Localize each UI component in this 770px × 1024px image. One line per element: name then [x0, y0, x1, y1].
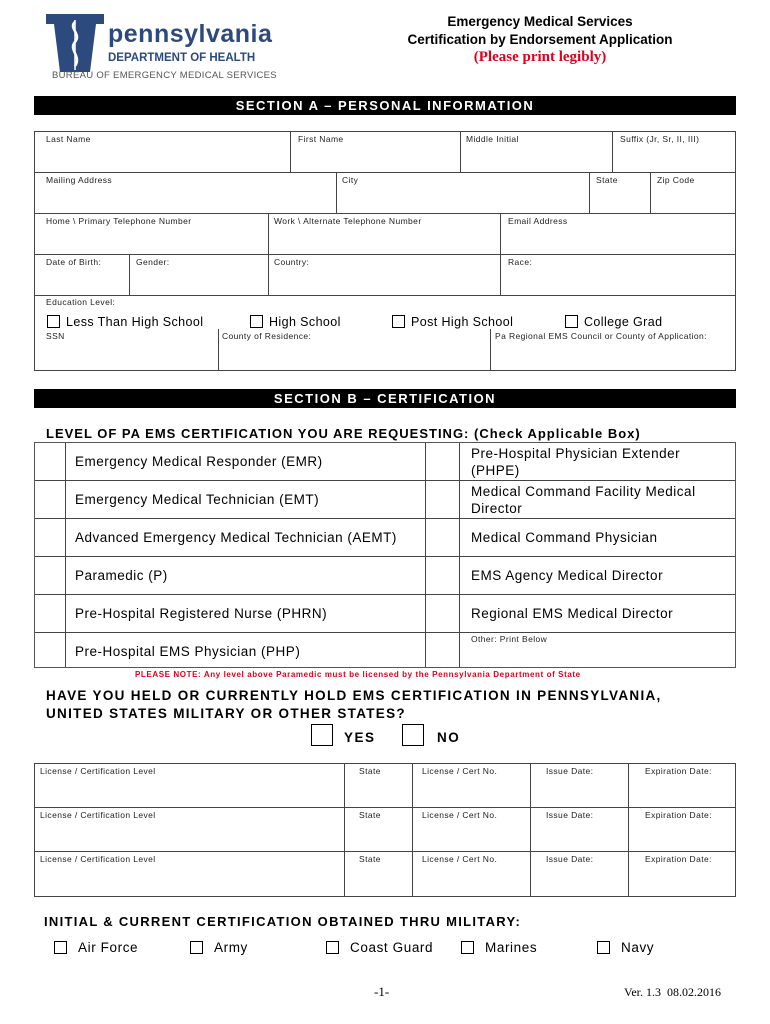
level-emt-checkbox[interactable]	[35, 481, 65, 517]
mil-air-force-label: Air Force	[78, 940, 139, 955]
race-label: Race:	[508, 257, 533, 267]
license-state-label: State	[359, 810, 381, 820]
level-paramedic-label: Paramedic (P)	[75, 568, 168, 583]
mil-navy-checkbox[interactable]	[597, 941, 610, 954]
license-issue-date-label: Issue Date:	[546, 854, 594, 864]
level-aemt-label: Advanced Emergency Medical Technician (AEMT)	[75, 530, 397, 545]
level-phpe-checkbox[interactable]	[425, 443, 459, 479]
mil-coast-guard-label: Coast Guard	[350, 940, 434, 955]
level-emr-label: Emergency Medical Responder (EMR)	[75, 454, 323, 469]
mil-navy-label: Navy	[621, 940, 655, 955]
suffix-label: Suffix (Jr, Sr, II, III)	[620, 134, 700, 144]
edu-high-school-label: High School	[269, 315, 341, 329]
zip-code-label: Zip Code	[657, 175, 695, 185]
edu-college-grad-checkbox[interactable]	[565, 315, 578, 328]
held-cert-question-line2: UNITED STATES MILITARY OR OTHER STATES?	[46, 706, 406, 721]
edu-high-school-checkbox[interactable]	[250, 315, 263, 328]
form-title-line2: Certification by Endorsement Application	[407, 32, 673, 47]
level-regional-director-checkbox[interactable]	[425, 595, 459, 631]
level-mc-physician-checkbox[interactable]	[425, 519, 459, 555]
mil-marines-label: Marines	[485, 940, 538, 955]
level-regional-director-label: Regional EMS Medical Director	[471, 606, 674, 621]
country-label: Country:	[274, 257, 310, 267]
level-emr-checkbox[interactable]	[35, 443, 65, 479]
edu-college-grad-label: College Grad	[584, 315, 663, 329]
level-mcf-director-label: Medical Command Facility Medical Director	[471, 484, 696, 516]
email-label: Email Address	[508, 216, 568, 226]
logo-bureau: BUREAU OF EMERGENCY MEDICAL SERVICES	[52, 70, 277, 81]
license-number-label: License / Cert No.	[422, 854, 498, 864]
license-number-label: License / Cert No.	[422, 766, 498, 776]
level-mcf-director-checkbox[interactable]	[425, 481, 459, 517]
print-legibly-note: (Please print legibly)	[473, 49, 607, 65]
license-level-label: License / Certification Level	[40, 810, 156, 820]
first-name-label: First Name	[298, 134, 344, 144]
license-state-label: State	[359, 854, 381, 864]
paramedic-license-note: PLEASE NOTE: Any level above Paramedic must be licensed by the Pennsylvania Department of State	[135, 670, 581, 679]
license-state-label: State	[359, 766, 381, 776]
mil-army-checkbox[interactable]	[190, 941, 203, 954]
yes-checkbox[interactable]	[311, 724, 333, 746]
ssn-label: SSN	[46, 331, 65, 341]
mil-army-label: Army	[214, 940, 248, 955]
page-number: -1-	[374, 984, 390, 999]
military-title: INITIAL & CURRENT CERTIFICATION OBTAINED THRU MILITARY:	[44, 914, 522, 929]
license-issue-date-label: Issue Date:	[546, 810, 594, 820]
mil-marines-checkbox[interactable]	[461, 941, 474, 954]
edu-post-high-school-label: Post High School	[411, 315, 514, 329]
mailing-address-label: Mailing Address	[46, 175, 113, 185]
level-paramedic-checkbox[interactable]	[35, 557, 65, 593]
work-phone-label: Work \ Alternate Telephone Number	[274, 216, 422, 226]
license-level-label: License / Certification Level	[40, 766, 156, 776]
license-expiration-date-label: Expiration Date:	[645, 766, 712, 776]
pa-keystone-logo-icon	[44, 14, 106, 72]
edu-post-high-school-checkbox[interactable]	[392, 315, 405, 328]
license-table	[34, 763, 736, 897]
no-label: NO	[437, 730, 461, 745]
level-php-checkbox[interactable]	[35, 633, 65, 667]
level-emt-label: Emergency Medical Technician (EMT)	[75, 492, 320, 507]
levels-title: LEVEL OF PA EMS CERTIFICATION YOU ARE REQUESTING: (Check Applicable Box)	[46, 426, 641, 441]
level-other-checkbox[interactable]	[425, 633, 459, 667]
license-level-label: License / Certification Level	[40, 854, 156, 864]
held-cert-question-line1: HAVE YOU HELD OR CURRENTLY HOLD EMS CERTIFICATION IN PENNSYLVANIA,	[46, 688, 662, 703]
middle-initial-label: Middle Initial	[466, 134, 519, 144]
license-number-label: License / Cert No.	[422, 810, 498, 820]
edu-less-than-hs-checkbox[interactable]	[47, 315, 60, 328]
level-mc-physician-label: Medical Command Physician	[471, 530, 658, 545]
form-title-line1: Emergency Medical Services	[447, 14, 633, 29]
level-phrn-label: Pre-Hospital Registered Nurse (PHRN)	[75, 606, 328, 621]
section-b-title: SECTION B – CERTIFICATION	[34, 389, 736, 408]
license-expiration-date-label: Expiration Date:	[645, 810, 712, 820]
state-label: State	[596, 175, 618, 185]
regional-council-label: Pa Regional EMS Council or County of Application:	[495, 331, 707, 341]
level-agency-director-checkbox[interactable]	[425, 557, 459, 593]
county-residence-label: County of Residence:	[222, 331, 312, 341]
edu-less-than-hs-label: Less Than High School	[66, 315, 204, 329]
city-label: City	[342, 175, 359, 185]
logo-department: DEPARTMENT OF HEALTH	[108, 52, 256, 64]
section-a-title: SECTION A – PERSONAL INFORMATION	[34, 96, 736, 115]
level-php-label: Pre-Hospital EMS Physician (PHP)	[75, 644, 301, 659]
level-phrn-checkbox[interactable]	[35, 595, 65, 631]
level-agency-director-label: EMS Agency Medical Director	[471, 568, 664, 583]
version-label: Ver. 1.3 08.02.2016	[624, 985, 721, 999]
mil-air-force-checkbox[interactable]	[54, 941, 67, 954]
gender-label: Gender:	[136, 257, 170, 267]
education-level-label: Education Level:	[46, 297, 116, 307]
home-phone-label: Home \ Primary Telephone Number	[46, 216, 192, 226]
logo-name: pennsylvania	[108, 20, 273, 48]
yes-label: YES	[344, 730, 376, 745]
level-phpe-label: Pre-Hospital Physician Extender (PHPE)	[471, 446, 681, 478]
dob-label: Date of Birth:	[46, 257, 102, 267]
license-issue-date-label: Issue Date:	[546, 766, 594, 776]
level-other-label: Other: Print Below	[471, 634, 548, 644]
last-name-label: Last Name	[46, 134, 91, 144]
level-aemt-checkbox[interactable]	[35, 519, 65, 555]
license-expiration-date-label: Expiration Date:	[645, 854, 712, 864]
no-checkbox[interactable]	[402, 724, 424, 746]
mil-coast-guard-checkbox[interactable]	[326, 941, 339, 954]
